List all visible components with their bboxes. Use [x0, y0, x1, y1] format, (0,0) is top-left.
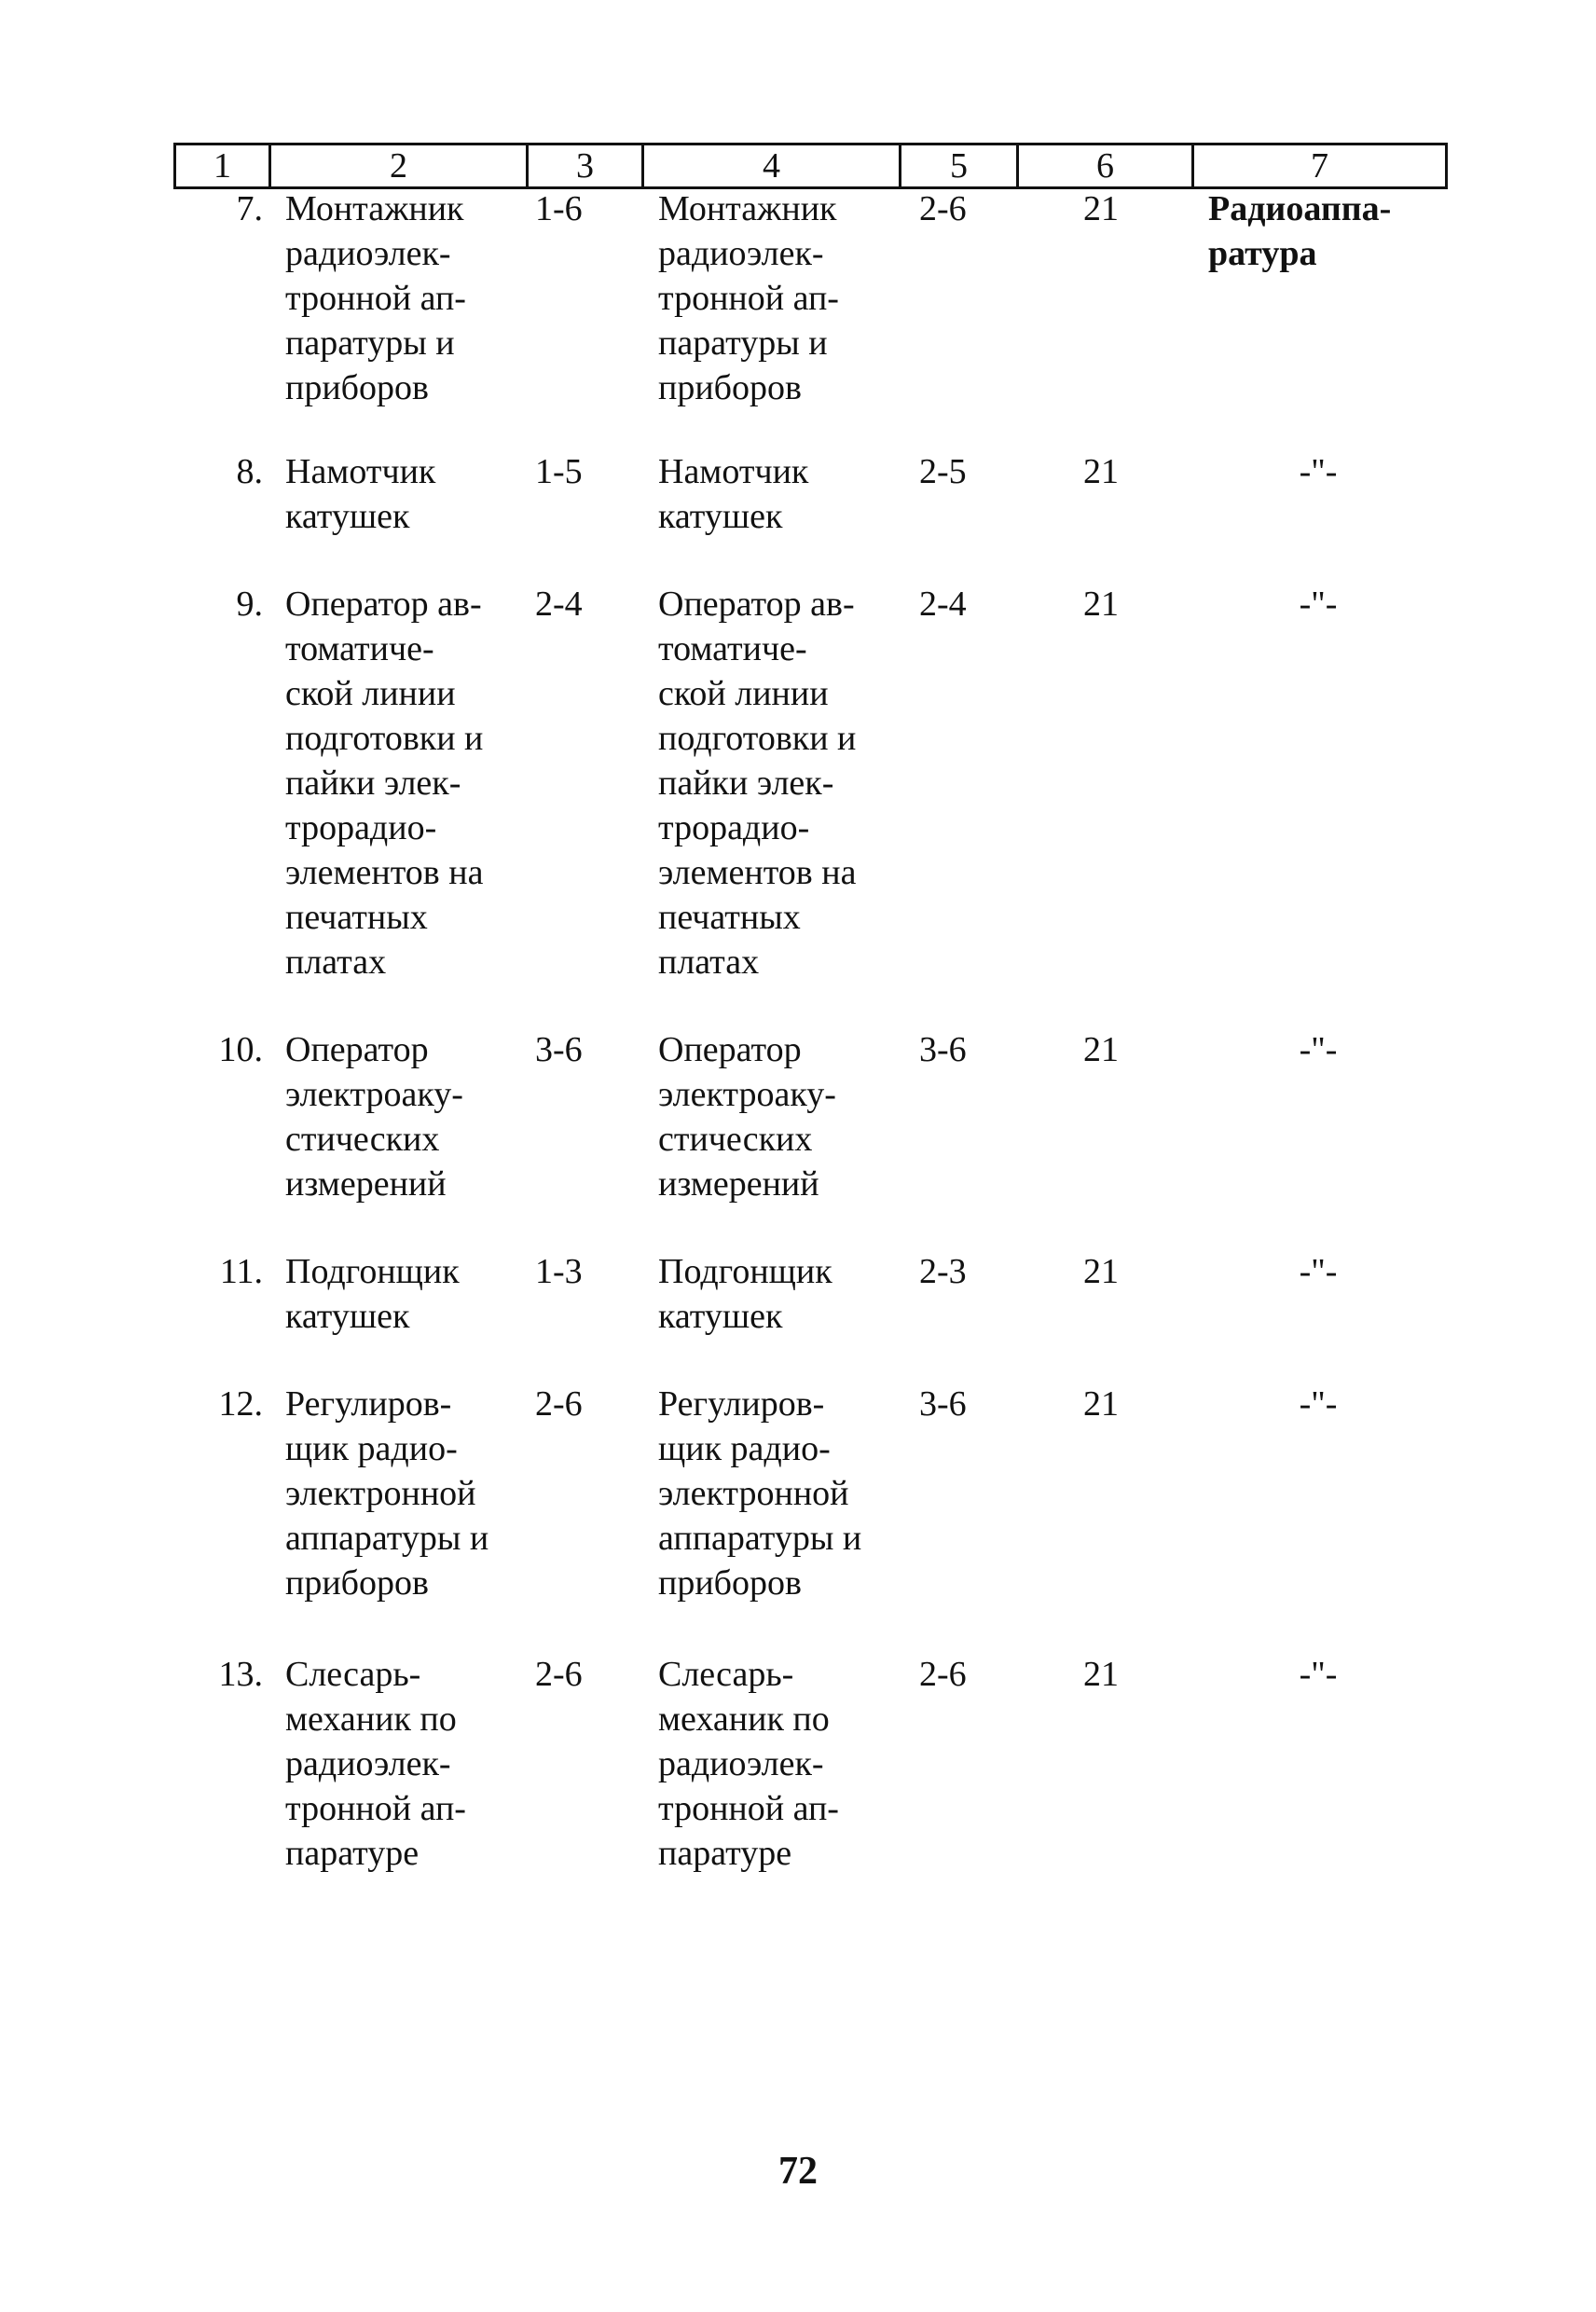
grade-range-alt: 2-6: [919, 189, 967, 228]
category-code: 21: [1083, 1655, 1119, 1694]
header-col-4: 4: [643, 144, 901, 188]
ditto-mark: -"-: [1299, 1384, 1338, 1424]
category-code: 21: [1083, 452, 1119, 491]
profession-name: Монтажник радиоэлек- тронной ап- паратуры и приборов: [285, 189, 466, 407]
category-code: 21: [1083, 1030, 1119, 1069]
profession-name: Оператор ав- томатиче- ской линии подготовки и пайки элек- трорадио- элементов на печатных платах: [285, 585, 484, 982]
ditto-mark: -"-: [1299, 1655, 1338, 1694]
ditto-mark: -"-: [1299, 585, 1338, 624]
profession-name: Регулиров- щик радио- электронной аппаратуры и приборов: [285, 1384, 489, 1603]
header-col-7: 7: [1193, 144, 1447, 188]
header-row: [175, 144, 1447, 188]
row-number: 7.: [236, 189, 263, 228]
grade-range-alt: 3-6: [919, 1030, 967, 1069]
grade-range-alt: 2-3: [919, 1252, 967, 1291]
profession-name-alt: Регулиров- щик радио- электронной аппаратуры и приборов: [658, 1384, 862, 1603]
table-header: [173, 143, 1448, 189]
grade-range: 2-4: [535, 585, 583, 624]
row-number: 8.: [236, 452, 263, 491]
row-number: 9.: [236, 585, 263, 624]
header-col-3: 3: [528, 144, 643, 188]
profession-name-alt: Слесарь- механик по радиоэлек- тронной ап- паратуре: [658, 1655, 839, 1873]
table-row: [173, 582, 1445, 1027]
row-number: 11.: [219, 1252, 263, 1291]
row-number: 12.: [218, 1384, 263, 1424]
header-col-1: 1: [175, 144, 270, 188]
table-row: [173, 1382, 1445, 1652]
industry-note: Радиоаппа- ратура: [1208, 189, 1392, 273]
header-col-2: 2: [270, 144, 528, 188]
grade-range: 1-6: [535, 189, 583, 228]
header-col-6: 6: [1018, 144, 1193, 188]
page-number: 72: [778, 2150, 818, 2193]
table-row: [173, 1652, 1445, 1876]
profession-name-alt: Намотчик катушек: [658, 452, 809, 536]
row-number: 13.: [218, 1655, 263, 1694]
table-row: [173, 449, 1445, 582]
profession-name: Подгонщик катушек: [285, 1252, 460, 1336]
grade-range-alt: 3-6: [919, 1384, 967, 1424]
grade-range-alt: 2-4: [919, 585, 967, 624]
profession-name-alt: Оператор электроаку- стических измерений: [658, 1030, 836, 1204]
grade-range-alt: 2-5: [919, 452, 967, 491]
table-row: [173, 186, 1445, 449]
category-code: 21: [1083, 1252, 1119, 1291]
category-code: 21: [1083, 189, 1119, 228]
ditto-mark: -"-: [1299, 1030, 1338, 1069]
category-code: 21: [1083, 1384, 1119, 1424]
table-row: [173, 1027, 1445, 1249]
profession-name: Слесарь- механик по радиоэлек- тронной ап- паратуре: [285, 1655, 466, 1873]
profession-name: Намотчик катушек: [285, 452, 436, 536]
grade-range: 1-3: [535, 1252, 583, 1291]
row-number: 10.: [218, 1030, 263, 1069]
table-body: [173, 186, 1445, 1876]
profession-name-alt: Подгонщик катушек: [658, 1252, 832, 1336]
ditto-mark: -"-: [1299, 452, 1338, 491]
header-col-5: 5: [901, 144, 1018, 188]
grade-range-alt: 2-6: [919, 1655, 967, 1694]
profession-name-alt: Монтажник радиоэлек- тронной ап- паратуры и приборов: [658, 189, 839, 407]
grade-range: 2-6: [535, 1384, 583, 1424]
table-row: [173, 1249, 1445, 1382]
grade-range: 1-5: [535, 452, 583, 491]
profession-name: Оператор электроаку- стических измерений: [285, 1030, 463, 1204]
grade-range: 2-6: [535, 1655, 583, 1694]
ditto-mark: -"-: [1299, 1252, 1338, 1291]
profession-name-alt: Оператор ав- томатиче- ской линии подготовки и пайки элек- трорадио- элементов на печатных платах: [658, 585, 857, 982]
grade-range: 3-6: [535, 1030, 583, 1069]
category-code: 21: [1083, 585, 1119, 624]
